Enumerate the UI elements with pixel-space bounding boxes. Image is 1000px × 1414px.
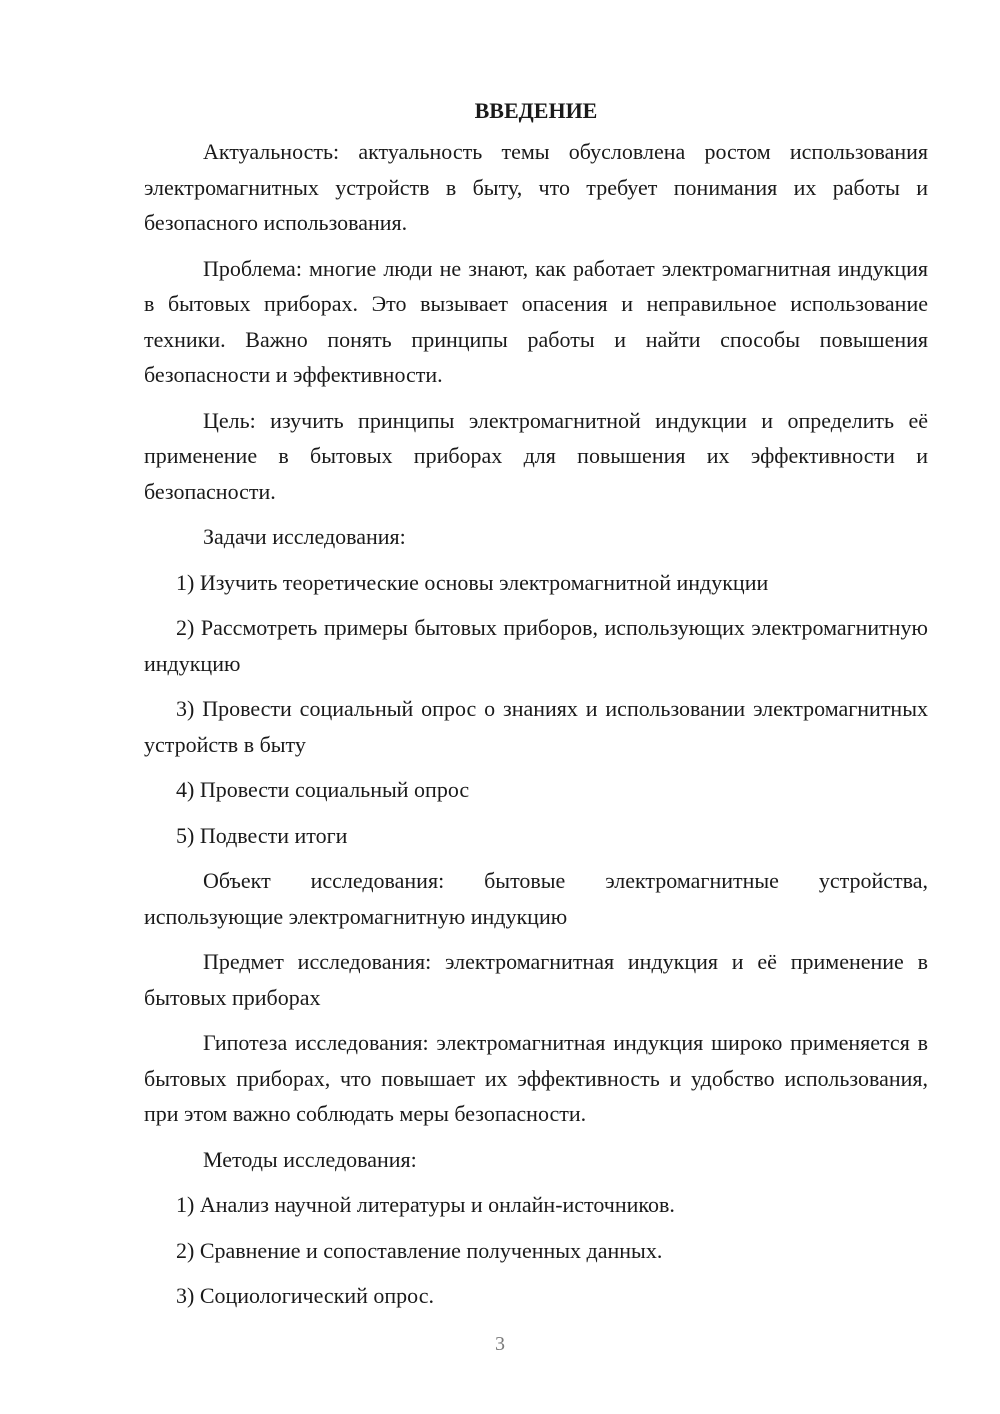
problem-paragraph: Проблема: многие люди не знают, как работает электромагнитная индукция в бытовых приборах. Это вызывает опасения и неправильное использование техники. Важно понять принципы работы и найти способы повышения безопасности и эффективности. <box>144 255 928 387</box>
section-title: ВВЕДЕНИЕ <box>474 98 598 123</box>
tasks-heading: Задачи исследования: <box>203 524 406 549</box>
page-number: 3 <box>495 1333 505 1355</box>
methods-heading: Методы исследования: <box>203 1146 417 1172</box>
task-item: 3) Провести социальный опрос о знаниях и использовании электромагнитных устройств в быту <box>144 696 928 757</box>
task-item: 4) Провести социальный опрос <box>176 777 470 802</box>
method-item: 1) Анализ научной литературы и онлайн-источников. <box>176 1192 675 1217</box>
hypothesis-paragraph: Гипотеза исследования: электромагнитная индукция широко применяется в бытовых приборах, что повышает их эффективность и удобство использования, при этом важно соблюдать меры безопасности. <box>144 1030 928 1126</box>
document-page <box>144 94 928 1324</box>
method-item: 2) Сравнение и сопоставление полученных данных. <box>176 1237 663 1263</box>
task-item: 5) Подвести итоги <box>176 822 348 848</box>
subject-paragraph: Предмет исследования: электромагнитная индукция и её применение в бытовых приборах <box>144 949 928 1010</box>
goal-paragraph: Цель: изучить принципы электромагнитной индукции и определить её применение в бытовых приборах для повышения их эффективности и безопасности. <box>144 407 928 504</box>
method-item: 3) Социологический опрос. <box>176 1283 434 1308</box>
relevance-paragraph: Актуальность: актуальность темы обусловлена ростом использования электромагнитных устройств в быту, что требует понимания их работы и безопасного использования. <box>144 139 928 235</box>
task-item: 1) Изучить теоретические основы электромагнитной индукции <box>176 569 769 595</box>
task-item: 2) Рассмотреть примеры бытовых приборов, использующих электромагнитную индукцию <box>144 615 928 676</box>
object-paragraph: Объект исследования: бытовые электромагнитные устройства, использующие электромагнитную индукцию <box>144 868 928 929</box>
